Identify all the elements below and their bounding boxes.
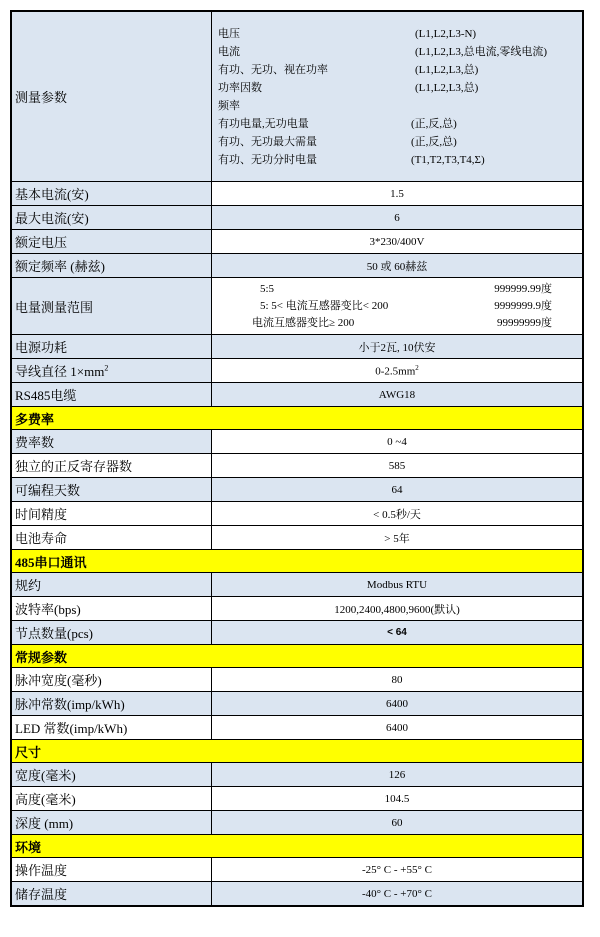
- measurement-row: [11, 11, 583, 182]
- param-line: 有功、无功最大需量 (正,反,总): [218, 135, 457, 148]
- row-label: 操作温度: [11, 858, 212, 882]
- row-value: 126: [212, 763, 584, 787]
- max-current-label: 最大电流(安): [11, 206, 212, 230]
- row-value: < 64: [212, 621, 584, 645]
- row-value: 60: [212, 811, 584, 835]
- rated-frequency-row: [11, 254, 583, 278]
- row-label: 规约: [11, 573, 212, 597]
- table-row: [11, 430, 583, 454]
- rated-voltage-value: 3*230/400V: [212, 230, 584, 254]
- row-value: -40° C - +70° C: [212, 882, 584, 907]
- row-label: 宽度(毫米): [11, 763, 212, 787]
- rated-frequency-label: 额定频率 (赫兹): [11, 254, 212, 278]
- section-size: [11, 740, 583, 763]
- row-label: 时间精度: [11, 502, 212, 526]
- param-line: 频率: [218, 99, 240, 112]
- row-value: > 5年: [212, 526, 584, 550]
- table-row: [11, 668, 583, 692]
- row-label: 费率数: [11, 430, 212, 454]
- table-row: [11, 692, 583, 716]
- section-general: [11, 645, 583, 668]
- range-line: 电流互感器变比≥ 200 99999999度: [252, 316, 552, 329]
- table-row: [11, 882, 583, 907]
- row-value: 6400: [212, 716, 584, 740]
- param-line: 电流 (L1,L2,L3,总电流,零线电流): [218, 45, 547, 58]
- row-value: 1200,2400,4800,9600(默认): [212, 597, 584, 621]
- row-label: 波特率(bps): [11, 597, 212, 621]
- row-value: 585: [212, 454, 584, 478]
- section-tariff-title: 多费率: [11, 407, 583, 430]
- table-row: [11, 502, 583, 526]
- base-current-row: [11, 182, 583, 206]
- row-label: 可编程天数: [11, 478, 212, 502]
- row-label: 高度(毫米): [11, 787, 212, 811]
- rated-voltage-row: [11, 230, 583, 254]
- base-current-label: 基本电流(安): [11, 182, 212, 206]
- power-consumption-row: [11, 335, 583, 359]
- table-row: [11, 763, 583, 787]
- section-tariff: [11, 407, 583, 430]
- rs485-cable-row: [11, 383, 583, 407]
- row-value: 6400: [212, 692, 584, 716]
- table-row: [11, 621, 583, 645]
- section-environment: [11, 835, 583, 858]
- row-label: LED 常数(imp/kWh): [11, 716, 212, 740]
- row-label: 电池寿命: [11, 526, 212, 550]
- table-row: [11, 526, 583, 550]
- section-comm: [11, 550, 583, 573]
- energy-range-label: 电量测量范围: [11, 278, 212, 335]
- table-row: [11, 454, 583, 478]
- table-row: [11, 478, 583, 502]
- row-label: 脉冲常数(imp/kWh): [11, 692, 212, 716]
- param-line: 功率因数 (L1,L2,L3,总): [218, 81, 479, 94]
- row-value: 104.5: [212, 787, 584, 811]
- energy-range-values: [212, 278, 584, 335]
- wire-diameter-row: [11, 359, 583, 383]
- param-line: 电压 (L1,L2,L3-N): [218, 27, 477, 40]
- row-label: 储存温度: [11, 882, 212, 907]
- param-line: 有功电量,无功电量 (正,反,总): [218, 117, 457, 130]
- param-line: 有功、无功分时电量 (T1,T2,T3,T4,Σ): [218, 153, 485, 166]
- table-row: [11, 716, 583, 740]
- row-label: 脉冲宽度(毫秒): [11, 668, 212, 692]
- range-line: 5: 5< 电流互感器变比< 200 9999999.9度: [260, 299, 552, 312]
- row-value: -25° C - +55° C: [212, 858, 584, 882]
- row-value: < 0.5秒/天: [212, 502, 584, 526]
- row-value: 0 ~4: [212, 430, 584, 454]
- measurement-label: 测量参数: [11, 11, 212, 182]
- row-value: Modbus RTU: [212, 573, 584, 597]
- row-value: 80: [212, 668, 584, 692]
- spec-table: [10, 10, 584, 907]
- row-label: 深度 (mm): [11, 811, 212, 835]
- rs485-cable-value: AWG18: [212, 383, 584, 407]
- row-label: 节点数量(pcs): [11, 621, 212, 645]
- table-row: [11, 811, 583, 835]
- power-consumption-value: 小于2瓦, 10伏安: [212, 335, 584, 359]
- section-size-title: 尺寸: [11, 740, 583, 763]
- wire-diameter-label: 导线直径 $1\times mm^2$: [11, 359, 212, 383]
- table-row: [11, 573, 583, 597]
- table-row: [11, 787, 583, 811]
- rated-voltage-label: 额定电压: [11, 230, 212, 254]
- power-consumption-label: 电源功耗: [11, 335, 212, 359]
- param-line: 有功、无功、视在功率 (L1,L2,L3,总): [218, 63, 479, 76]
- wire-diameter-value: $0-2.5mm^2$: [212, 359, 584, 383]
- row-value: 64: [212, 478, 584, 502]
- range-line: 5:5 999999.99度: [260, 282, 552, 295]
- section-environment-title: 环境: [11, 835, 583, 858]
- energy-range-row: [11, 278, 583, 335]
- rs485-cable-label: RS485电缆: [11, 383, 212, 407]
- row-label: 独立的正反寄存器数: [11, 454, 212, 478]
- rated-frequency-value: 50 或 60赫兹: [212, 254, 584, 278]
- table-row: [11, 597, 583, 621]
- section-general-title: 常规参数: [11, 645, 583, 668]
- table-row: [11, 858, 583, 882]
- section-comm-title: 485串口通讯: [11, 550, 583, 573]
- base-current-value: 1.5: [212, 182, 584, 206]
- max-current-value: 6: [212, 206, 584, 230]
- measurement-values: [212, 11, 584, 182]
- max-current-row: [11, 206, 583, 230]
